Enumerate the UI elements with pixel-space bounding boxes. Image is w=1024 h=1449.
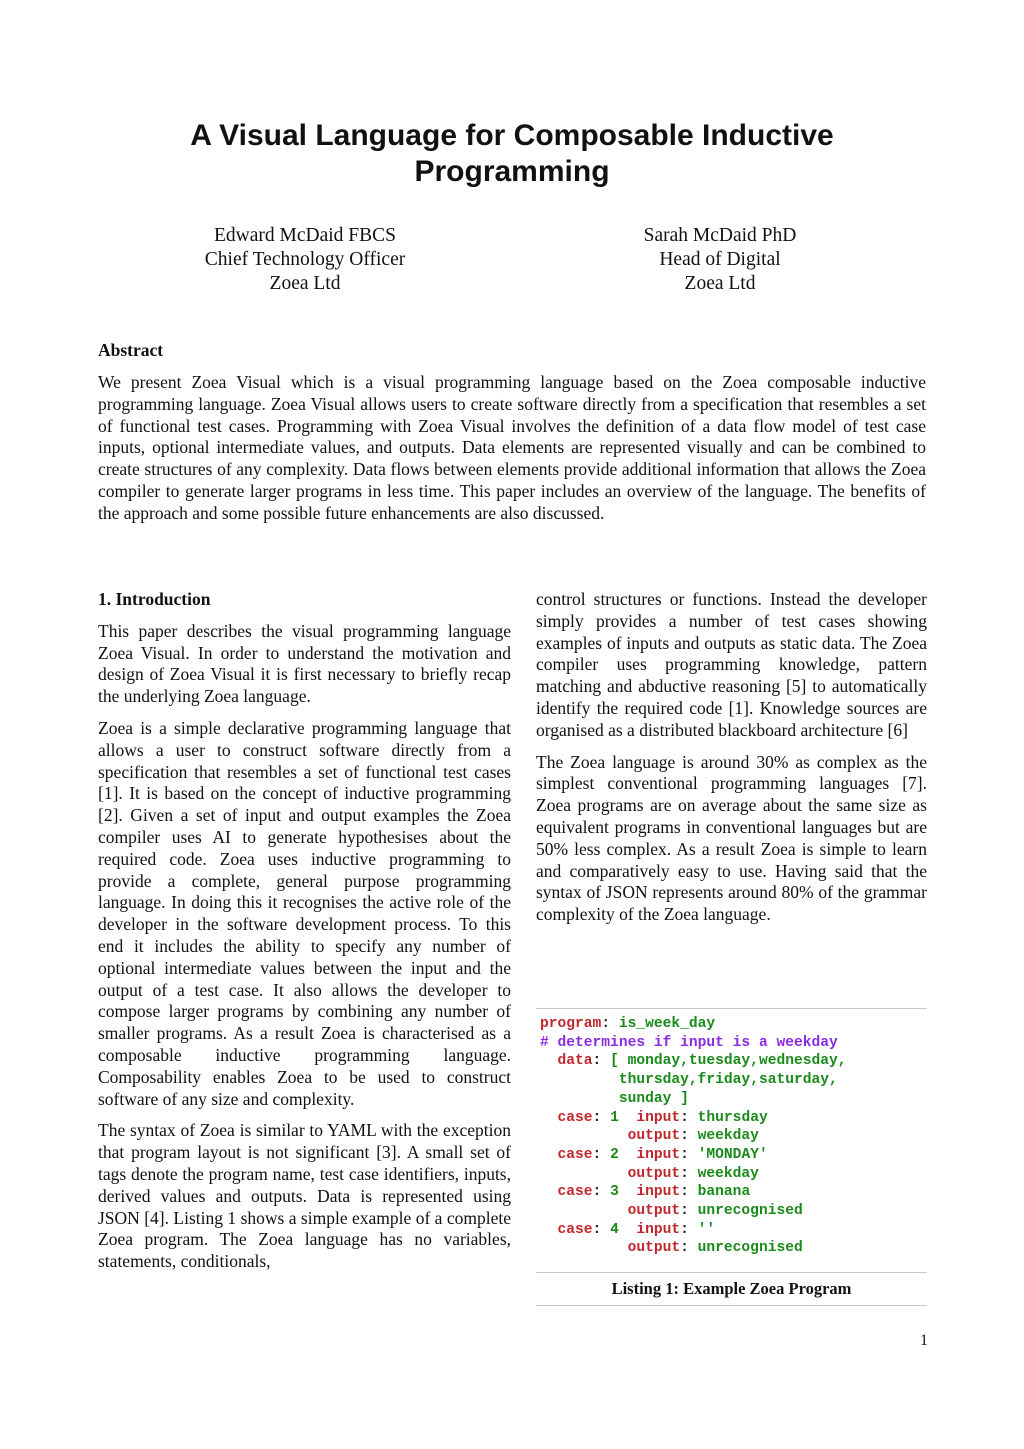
case-id: 3 — [610, 1184, 619, 1201]
code-key: case — [557, 1184, 593, 1201]
code-key: input — [636, 1184, 681, 1201]
section-heading: 1. Introduction — [98, 589, 211, 609]
paragraph: Zoea is a simple declarative programming language that allows a user to construct software directly from a specification that resembles a set of functional test cases [1]. It is based on the concept of inductive programming [2]. Given a set of input and output examples the Zoea compiler uses AI to generate hypothesises about the required code. Zoea uses inductive programming to provide a complete, general purpose programming language. In doing this it recognises the active role of the developer in the software development process. To this end it includes the ability to specify any number of optional intermediate values between the input and the output of a test case. It also allows the developer to compose larger programs by combining any number of smaller programs. As a result Zoea is characterised as a composable inductive programming language. Composability enables Zoea to be used to construct software of any size and complexity. — [98, 717, 511, 1109]
case-input: '' — [697, 1221, 716, 1238]
case-input: banana — [697, 1184, 751, 1201]
code-key: program — [540, 1016, 602, 1032]
code-comment: # determines if input is a weekday — [540, 1034, 838, 1051]
author-block-2 — [540, 224, 900, 296]
case-output: unrecognised — [697, 1203, 803, 1220]
page-number: 1 — [920, 1332, 928, 1349]
paragraph: This paper describes the visual programming language Zoea Visual. In order to understand the motivation and design of Zoea Visual it is first necessary to briefly recap the underlying Zoea language. — [98, 620, 511, 707]
code-value: thursday,friday,saturday, — [618, 1072, 838, 1089]
right-column — [536, 589, 927, 936]
code-value: sunday ] — [618, 1090, 689, 1107]
paper-title: A Visual Language for Composable Inductive Programming — [190, 119, 834, 188]
author-block-1 — [125, 224, 485, 296]
author-org: Zoea Ltd — [269, 273, 341, 294]
code-key: case — [557, 1109, 593, 1126]
paragraph: The syntax of Zoea is similar to YAML with the exception that program layout is not significant [3]. A small set of tags denote the program name, test case identifiers, inputs, derived values and outputs. Data is represented using JSON [4]. Listing 1 shows a simple example of a complete Zoea program. The Zoea language has no variables, statements, conditionals, — [98, 1120, 511, 1272]
code-key: output — [627, 1203, 681, 1220]
left-column — [98, 589, 511, 1283]
code-key: data — [557, 1053, 593, 1070]
paragraph: The Zoea language is around 30% as complex as the simplest conventional programming languages [7]. Zoea programs are on average about the same size as equivalent programs in conventional languages but are 50% less complex. As a result Zoea is simple to learn and comparatively easy to use. Having said that the syntax of JSON represents around 80% of the grammar complexity of the Zoea language. — [536, 751, 927, 925]
case-id: 2 — [610, 1146, 619, 1163]
abstract-heading: Abstract — [98, 340, 164, 360]
code-key: case — [557, 1221, 593, 1238]
case-output: unrecognised — [697, 1240, 803, 1257]
case-output: weekday — [697, 1165, 759, 1182]
case-output: weekday — [697, 1128, 759, 1145]
code-key: output — [627, 1240, 681, 1257]
case-id: 1 — [610, 1109, 619, 1126]
code-key: case — [557, 1146, 593, 1163]
paragraph: control structures or functions. Instead the developer simply provides a number of test cases showing examples of inputs and outputs as static data. The Zoea compiler uses programming knowledge, pattern matching and abductive reasoning [5] to automatically identify the required code [1]. Knowledge sources are organised as a distributed blackboard architecture [6] — [536, 589, 927, 740]
case-id: 4 — [610, 1221, 619, 1238]
author-name: Edward McDaid FBCS — [214, 225, 396, 246]
abstract-text: We present Zoea Visual which is a visual programming language based on the Zoea composable inductive programming language. Zoea Visual allows users to create software directly from a specification that resembles a set of functional test cases. Programming with Zoea Visual involves the definition of a data flow model of test case inputs, optional intermediate values, and outputs. Data elements are represented visually and can be combined to create structures of any complexity. Data flows between elements provide additional information that allows the Zoea compiler to generate larger programs in less time. This paper includes an overview of the language. The benefits of the approach and some possible future enhancements are also discussed. — [98, 372, 926, 523]
author-org: Zoea Ltd — [684, 273, 756, 294]
author-role: Head of Digital — [659, 249, 781, 270]
listing-caption: Listing 1: Example Zoea Program — [611, 1279, 852, 1299]
code-listing — [536, 1008, 927, 1306]
author-role: Chief Technology Officer — [204, 249, 406, 270]
code-key: input — [636, 1146, 681, 1163]
code-value: [ monday,tuesday,wednesday, — [610, 1053, 847, 1070]
code-value: is_week_day — [618, 1016, 716, 1032]
case-input: 'MONDAY' — [697, 1146, 768, 1163]
code-key: output — [627, 1128, 681, 1145]
code-key: input — [636, 1109, 681, 1126]
code-key: input — [636, 1221, 681, 1238]
author-name: Sarah McDaid PhD — [643, 225, 797, 246]
code-block: program: is_week_day # determines if input is a weekday data: [ monday,tuesday,wednesday, thursday,friday,saturday, sunday ] case: 1 input: thursday output: weekday case: 2 input: 'MONDAY' output: weekday case: 3 input: banana output: unrecognised case: 4 input: '' output: unrecognised — [540, 1016, 847, 1257]
code-key: output — [627, 1165, 681, 1182]
case-input: thursday — [697, 1109, 768, 1126]
listing-bottom-rule — [536, 1305, 927, 1306]
